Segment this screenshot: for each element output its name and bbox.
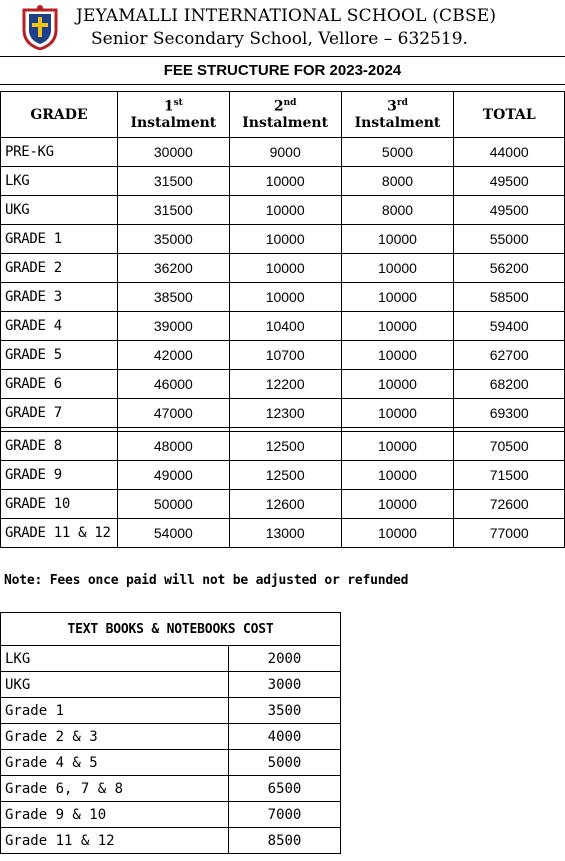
fee-structure-title: FEE STRUCTURE FOR 2023-2024 [0, 56, 565, 85]
first-instalment-cell: 35000 [117, 225, 229, 254]
second-instalment-cell: 13000 [229, 519, 341, 548]
second-instalment-cell: 10000 [229, 196, 341, 225]
books-grade-cell: Grade 11 & 12 [1, 828, 229, 854]
books-grade-cell: UKG [1, 672, 229, 698]
books-cost-cell: 3000 [229, 672, 341, 698]
total-cell: 70500 [454, 432, 565, 461]
school-header [0, 0, 565, 56]
grade-cell: GRADE 4 [1, 312, 118, 341]
third-instalment-cell: 10000 [341, 461, 454, 490]
fee-table-row [1, 519, 565, 548]
second-instalment-cell: 10000 [229, 225, 341, 254]
second-instalment-cell: 10400 [229, 312, 341, 341]
grade-cell: GRADE 7 [1, 399, 118, 428]
third-instalment-cell: 10000 [341, 254, 454, 283]
books-cost-cell: 6500 [229, 776, 341, 802]
books-cost-row [1, 828, 341, 854]
first-instalment-cell: 49000 [117, 461, 229, 490]
third-instalment-cell: 10000 [341, 490, 454, 519]
total-cell: 77000 [454, 519, 565, 548]
books-cost-row [1, 776, 341, 802]
fee-table-row [1, 283, 565, 312]
second-instalment-cell: 12200 [229, 370, 341, 399]
first-instalment-cell: 46000 [117, 370, 229, 399]
fee-table-row [1, 490, 565, 519]
fee-table-row [1, 138, 565, 167]
grade-cell: GRADE 11 & 12 [1, 519, 118, 548]
fee-table-row [1, 399, 565, 428]
books-cost-table [0, 612, 341, 854]
total-column-header: TOTAL [454, 92, 565, 138]
grade-column-header: GRADE [1, 92, 118, 138]
refund-note: Note: Fees once paid will not be adjusted or refunded [4, 573, 409, 588]
third-instalment-cell: 8000 [341, 196, 454, 225]
third-instalment-cell: 10000 [341, 370, 454, 399]
books-grade-cell: LKG [1, 646, 229, 672]
fee-table-row [1, 254, 565, 283]
third-instalment-cell: 10000 [341, 432, 454, 461]
books-grade-cell: Grade 1 [1, 698, 229, 724]
third-instalment-cell: 5000 [341, 138, 454, 167]
third-instalment-cell: 10000 [341, 283, 454, 312]
grade-cell: PRE-KG [1, 138, 118, 167]
first-instalment-cell: 54000 [117, 519, 229, 548]
total-cell: 71500 [454, 461, 565, 490]
second-instalment-cell: 9000 [229, 138, 341, 167]
grade-cell: GRADE 3 [1, 283, 118, 312]
first-instalment-cell: 31500 [117, 196, 229, 225]
grade-cell: UKG [1, 196, 118, 225]
books-cost-cell: 7000 [229, 802, 341, 828]
third-instalment-cell: 10000 [341, 312, 454, 341]
fee-table-row [1, 341, 565, 370]
second-instalment-cell: 10000 [229, 254, 341, 283]
books-grade-cell: Grade 6, 7 & 8 [1, 776, 229, 802]
total-cell: 72600 [454, 490, 565, 519]
second-instalment-header: 2nd Instalment [229, 92, 341, 138]
total-cell: 59400 [454, 312, 565, 341]
books-cost-row [1, 724, 341, 750]
first-instalment-cell: 47000 [117, 399, 229, 428]
second-instalment-cell: 10700 [229, 341, 341, 370]
books-cost-row [1, 646, 341, 672]
books-cost-cell: 5000 [229, 750, 341, 776]
total-cell: 69300 [454, 399, 565, 428]
grade-cell: LKG [1, 167, 118, 196]
first-instalment-cell: 31500 [117, 167, 229, 196]
fee-table-row [1, 225, 565, 254]
books-cost-row [1, 750, 341, 776]
grade-cell: GRADE 2 [1, 254, 118, 283]
total-cell: 68200 [454, 370, 565, 399]
grade-cell: GRADE 9 [1, 461, 118, 490]
second-instalment-cell: 12600 [229, 490, 341, 519]
second-instalment-cell: 12500 [229, 461, 341, 490]
books-cost-row [1, 802, 341, 828]
first-instalment-cell: 38500 [117, 283, 229, 312]
grade-cell: GRADE 5 [1, 341, 118, 370]
total-cell: 49500 [454, 196, 565, 225]
second-instalment-cell: 12500 [229, 432, 341, 461]
grade-cell: GRADE 10 [1, 490, 118, 519]
total-cell: 44000 [454, 138, 565, 167]
fee-table-row [1, 312, 565, 341]
first-instalment-cell: 39000 [117, 312, 229, 341]
fee-table-row [1, 461, 565, 490]
grade-cell: GRADE 8 [1, 432, 118, 461]
fee-table-row [1, 196, 565, 225]
third-instalment-header: 3rd Instalment [341, 92, 454, 138]
books-cost-row [1, 698, 341, 724]
books-cost-row [1, 672, 341, 698]
third-instalment-cell: 10000 [341, 341, 454, 370]
books-cost-cell: 4000 [229, 724, 341, 750]
second-instalment-cell: 10000 [229, 283, 341, 312]
fee-table-row [1, 167, 565, 196]
books-cost-cell: 3500 [229, 698, 341, 724]
first-instalment-cell: 30000 [117, 138, 229, 167]
books-cost-cell: 8500 [229, 828, 341, 854]
second-instalment-cell: 12300 [229, 399, 341, 428]
fee-table-row [1, 370, 565, 399]
total-cell: 62700 [454, 341, 565, 370]
grade-cell: GRADE 6 [1, 370, 118, 399]
fee-table-header [1, 92, 565, 138]
first-instalment-cell: 50000 [117, 490, 229, 519]
total-cell: 55000 [454, 225, 565, 254]
books-cost-cell: 2000 [229, 646, 341, 672]
fee-table [0, 91, 565, 548]
third-instalment-cell: 10000 [341, 225, 454, 254]
first-instalment-cell: 42000 [117, 341, 229, 370]
school-crest-icon [20, 4, 60, 50]
first-instalment-cell: 36200 [117, 254, 229, 283]
school-name: JEYAMALLI INTERNATIONAL SCHOOL (CBSE) [76, 6, 497, 26]
third-instalment-cell: 8000 [341, 167, 454, 196]
third-instalment-cell: 10000 [341, 399, 454, 428]
books-grade-cell: Grade 2 & 3 [1, 724, 229, 750]
total-cell: 49500 [454, 167, 565, 196]
fee-table-row [1, 432, 565, 461]
books-cost-title: TEXT BOOKS & NOTEBOOKS COST [1, 613, 341, 646]
total-cell: 58500 [454, 283, 565, 312]
first-instalment-cell: 48000 [117, 432, 229, 461]
third-instalment-cell: 10000 [341, 519, 454, 548]
total-cell: 56200 [454, 254, 565, 283]
books-grade-cell: Grade 4 & 5 [1, 750, 229, 776]
grade-cell: GRADE 1 [1, 225, 118, 254]
books-grade-cell: Grade 9 & 10 [1, 802, 229, 828]
second-instalment-cell: 10000 [229, 167, 341, 196]
first-instalment-header: 1st Instalment [117, 92, 229, 138]
school-subtitle: Senior Secondary School, Vellore – 632519. [91, 29, 468, 49]
